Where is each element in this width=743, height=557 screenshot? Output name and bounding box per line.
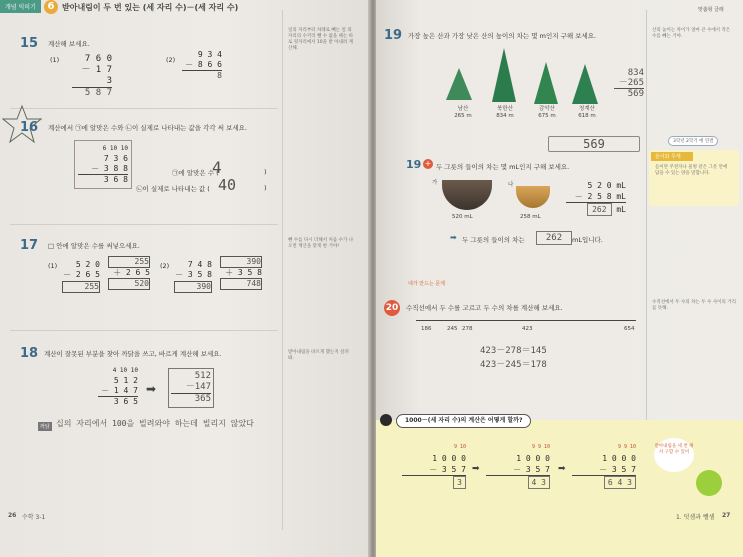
question-text: 계산해 보세요. [48, 40, 90, 48]
scratch-line: 423－245＝178 [480, 360, 547, 370]
scratch-work [614, 68, 644, 99]
tip-title: 1000－(세 자리 수)의 계산은 어떻게 할까? [396, 414, 531, 428]
vertical-subtraction [174, 260, 212, 293]
margin-rule [646, 10, 647, 420]
card-title: 들이와 무게 [651, 152, 693, 161]
subtrahend: － 3 5 7 [513, 465, 550, 474]
subtrahend: －265 [618, 78, 644, 88]
minuend: 7 3 6 [103, 154, 128, 163]
minuend: 5 1 2 [113, 376, 138, 385]
plus-badge-icon: + [424, 159, 432, 168]
vertical-subtraction [72, 54, 112, 99]
difference: 3 6 5 [98, 396, 138, 407]
answer-box[interactable]: 390 [174, 281, 212, 293]
subtrahend: － 3 5 7 [429, 465, 466, 474]
problem-label: (2) [166, 56, 176, 64]
paren-close: ) [264, 184, 267, 192]
reason-tag: 까닭 [40, 424, 50, 430]
difference: 569 [614, 88, 644, 99]
mountain-label [448, 106, 478, 120]
tick-label: 186 [421, 326, 432, 332]
scratch-work[interactable] [480, 344, 547, 372]
card-body: 들이란 주전자나 물병 같은 그릇 안에 담을 수 있는 양을 말합니다. [655, 165, 728, 176]
bowl-tag: 나 [508, 182, 514, 188]
addend: ＋ 2 6 5 [113, 268, 150, 277]
mountain-cheonggyesan [572, 64, 598, 104]
minuend: 512 [194, 371, 211, 381]
bowl-volume: 520 mL [452, 214, 473, 220]
question-number: 20 [384, 300, 400, 316]
addend: ＋ 3 5 8 [225, 268, 262, 277]
minuend: 1 0 0 0 [432, 454, 466, 463]
divider [10, 224, 278, 225]
lesson-badge: 6 [44, 0, 58, 14]
problem-label: (2) [160, 262, 170, 270]
subtrahend: － 3 5 7 [599, 465, 636, 474]
answer-label: ㉡이 실제로 나타내는 값 ( [136, 185, 210, 193]
minuend: 7 4 8 [187, 260, 212, 269]
question-text: 두 그릇의 들이의 차는 몇 mL인지 구해 보세요. [436, 163, 570, 171]
step-3 [572, 442, 636, 489]
answer-box[interactable]: 6 4 3 [604, 476, 636, 489]
answer-box[interactable]: 255 [108, 256, 150, 268]
concept-card [649, 150, 739, 206]
question-number: 19 [384, 28, 403, 43]
answer-field[interactable]: 262 [536, 231, 572, 245]
mountain-gamaksan [534, 62, 558, 104]
mountain-height: 834 m [496, 113, 514, 119]
sentence-suffix: mL입니다. [572, 236, 603, 244]
page-number: 26 [8, 512, 17, 519]
mountain-label [490, 106, 520, 120]
step-2 [486, 442, 550, 489]
answer-field[interactable]: 40 [218, 176, 237, 194]
problem-label: (1) [50, 56, 60, 64]
problem-label: (1) [48, 262, 58, 270]
answer-box[interactable]: 262 [587, 203, 611, 216]
minuend: 9 3 4 [197, 50, 222, 59]
question-text: 수직선에서 두 수를 고르고 두 수의 차를 계산해 보세요. [406, 304, 563, 312]
carry-digits: 9 10 [453, 444, 466, 450]
correction-box[interactable] [168, 368, 214, 408]
question-text: 계산에서 ㉠에 알맞은 수와 ㉡이 실제로 나타내는 값을 각각 써 보세요. [48, 124, 247, 132]
answer-field[interactable]: 569 [548, 136, 640, 152]
carry-digits: 9 9 10 [531, 444, 550, 450]
answer-label: ㉠에 알맞은 수 ( [172, 169, 219, 177]
answer-box[interactable]: 255 [62, 281, 100, 293]
bowl-tag: 가 [432, 180, 438, 186]
minuend: 7 6 0 [84, 54, 112, 64]
subtrahend: － 1 7 3 [81, 65, 112, 86]
mascot-icon [696, 470, 722, 496]
question-tag: 내가 만드는 문제 [408, 281, 445, 287]
check-addition [108, 256, 150, 290]
link-tag: 3학년 2학기 에 연결 [668, 136, 718, 146]
minuend: 834 [627, 68, 644, 78]
tick-label: 423 [522, 326, 533, 332]
vertical-subtraction [62, 260, 100, 293]
mountain-bukhansan [492, 48, 516, 102]
answer-field[interactable]: 4 [212, 158, 222, 177]
answer-box[interactable]: 748 [220, 278, 262, 290]
answer-field[interactable]: 5 8 7 [72, 87, 112, 99]
subtrahend: － 8 6 6 [185, 60, 222, 69]
answer-box[interactable]: 390 [220, 256, 262, 268]
left-page [0, 0, 370, 557]
tick-label: 654 [624, 326, 635, 332]
answer-box[interactable]: 520 [108, 278, 150, 290]
tip-band [376, 417, 743, 557]
side-note: 뺀 수를 다시 더해서 처음 수가 나오면 계산을 맞게 한 거야! [288, 238, 354, 249]
divider [10, 330, 278, 331]
right-page [376, 0, 743, 557]
carry-digits: 9 9 10 [617, 444, 636, 450]
lesson-title: 받아내림이 두 번 있는 (세 자리 수)－(세 자리 수) [62, 3, 239, 12]
answer-box[interactable]: 4 3 [528, 476, 550, 489]
mountain-namsan [446, 68, 472, 100]
step-1 [402, 442, 466, 489]
book-title: 수학 3-1 [22, 514, 46, 521]
minuend: 1 0 0 0 [602, 454, 636, 463]
margin-rule [282, 10, 283, 530]
subtrahend: － 3 8 8 [91, 164, 128, 173]
check-addition [220, 256, 262, 290]
question-text: 계산이 잘못된 부분을 찾아 까닭을 쓰고, 바르게 계산해 보세요. [44, 350, 222, 358]
mountain-label [572, 106, 602, 120]
bowl-volume: 258 mL [520, 214, 541, 220]
question-text: 가장 높은 산과 가장 낮은 산의 높이의 차는 몇 m인지 구해 보세요. [408, 32, 597, 40]
subtrahend: － 2 5 8 mL [574, 192, 626, 201]
arrow-right-icon: ➡ [146, 382, 157, 396]
unit-name: 1. 덧셈과 뺄셈 [676, 514, 715, 521]
difference: 3 6 8 [78, 174, 128, 185]
side-note: 일의 자리부터 차례로 빼는 일 의 자리의 수끼리 뺄 수 없을 때는 바로 윗자리에서 10을 받 아내려 계산해. [288, 28, 354, 51]
side-note: 수직선에서 두 수의 차는 두 수 사이의 거리를 뜻해. [652, 300, 736, 311]
minuend: 5 2 0 [75, 260, 100, 269]
answer-box[interactable]: 3 [453, 476, 466, 489]
divider [10, 108, 278, 109]
page-number: 27 [722, 512, 731, 519]
arrow-right-icon: ➡ [472, 464, 480, 474]
scratch-line: 423－278＝145 [480, 346, 547, 356]
mountain-name: 청계산 [579, 106, 595, 112]
question-number: 17 [20, 238, 39, 253]
subtrahend: － 3 5 8 [175, 270, 212, 279]
arrow-right-icon: ➡ [558, 464, 566, 474]
difference: 365 [171, 393, 211, 405]
question-number: 16 [20, 120, 39, 135]
carry-digits: 4 10 10 [112, 367, 138, 374]
vertical-subtraction [566, 180, 626, 216]
minuend: 1 0 0 0 [516, 454, 550, 463]
large-bowl-image [442, 180, 492, 210]
mountain-height: 265 m [454, 113, 472, 119]
question-number: 18 [20, 346, 39, 361]
wrong-calculation [98, 366, 138, 407]
header-tab: 맞춤형 클래 [698, 7, 724, 13]
tick-label: 278 [462, 326, 473, 332]
number-line [416, 320, 636, 321]
minuend: 5 2 0 mL [587, 181, 626, 190]
paren-close: ) [264, 168, 267, 176]
unit-label: mL [616, 205, 626, 214]
mountain-name: 감악산 [539, 106, 555, 112]
carry-digits: 6 10 10 [102, 145, 128, 152]
reason-answer[interactable]: 십의 자리에서 100을 빌려와야 하는데 빌리지 않았다 [56, 419, 254, 428]
side-note: 산의 높이는 차이가 얼마 큰 수에서 작은 수를 빼는 거야. [652, 28, 731, 39]
subtrahend: － 2 6 5 [63, 270, 100, 279]
mountain-label [532, 106, 562, 120]
question-number: 15 [20, 36, 39, 51]
mountain-height: 675 m [538, 113, 556, 119]
mountain-name: 남산 [457, 106, 469, 112]
arrow-right-icon: ➡ [450, 233, 457, 242]
vertical-subtraction [182, 50, 222, 81]
section-tab: 개념 익히기 [0, 0, 41, 13]
worked-example [74, 140, 132, 189]
mortarboard-icon [380, 414, 392, 426]
mountain-name: 북한산 [497, 106, 513, 112]
question-number: 19 [406, 158, 422, 171]
speech-bubble: 받아내림을 세 번 해서 구할 수 있어 [654, 438, 694, 472]
tick-label: 245 [447, 326, 458, 332]
subtrahend: －147 [185, 382, 211, 392]
subtrahend: － 1 4 7 [101, 386, 138, 395]
small-bowl-image [516, 186, 550, 208]
answer-field[interactable]: 8 [182, 70, 222, 81]
question-text: □ 안에 알맞은 수를 써넣으세요. [48, 242, 140, 250]
mountain-height: 618 m [578, 113, 596, 119]
sentence-prefix: 두 그릇의 들이의 차는 [462, 236, 525, 244]
side-note: 받아내림을 바르게 했는지 살펴 봐. [288, 350, 349, 361]
